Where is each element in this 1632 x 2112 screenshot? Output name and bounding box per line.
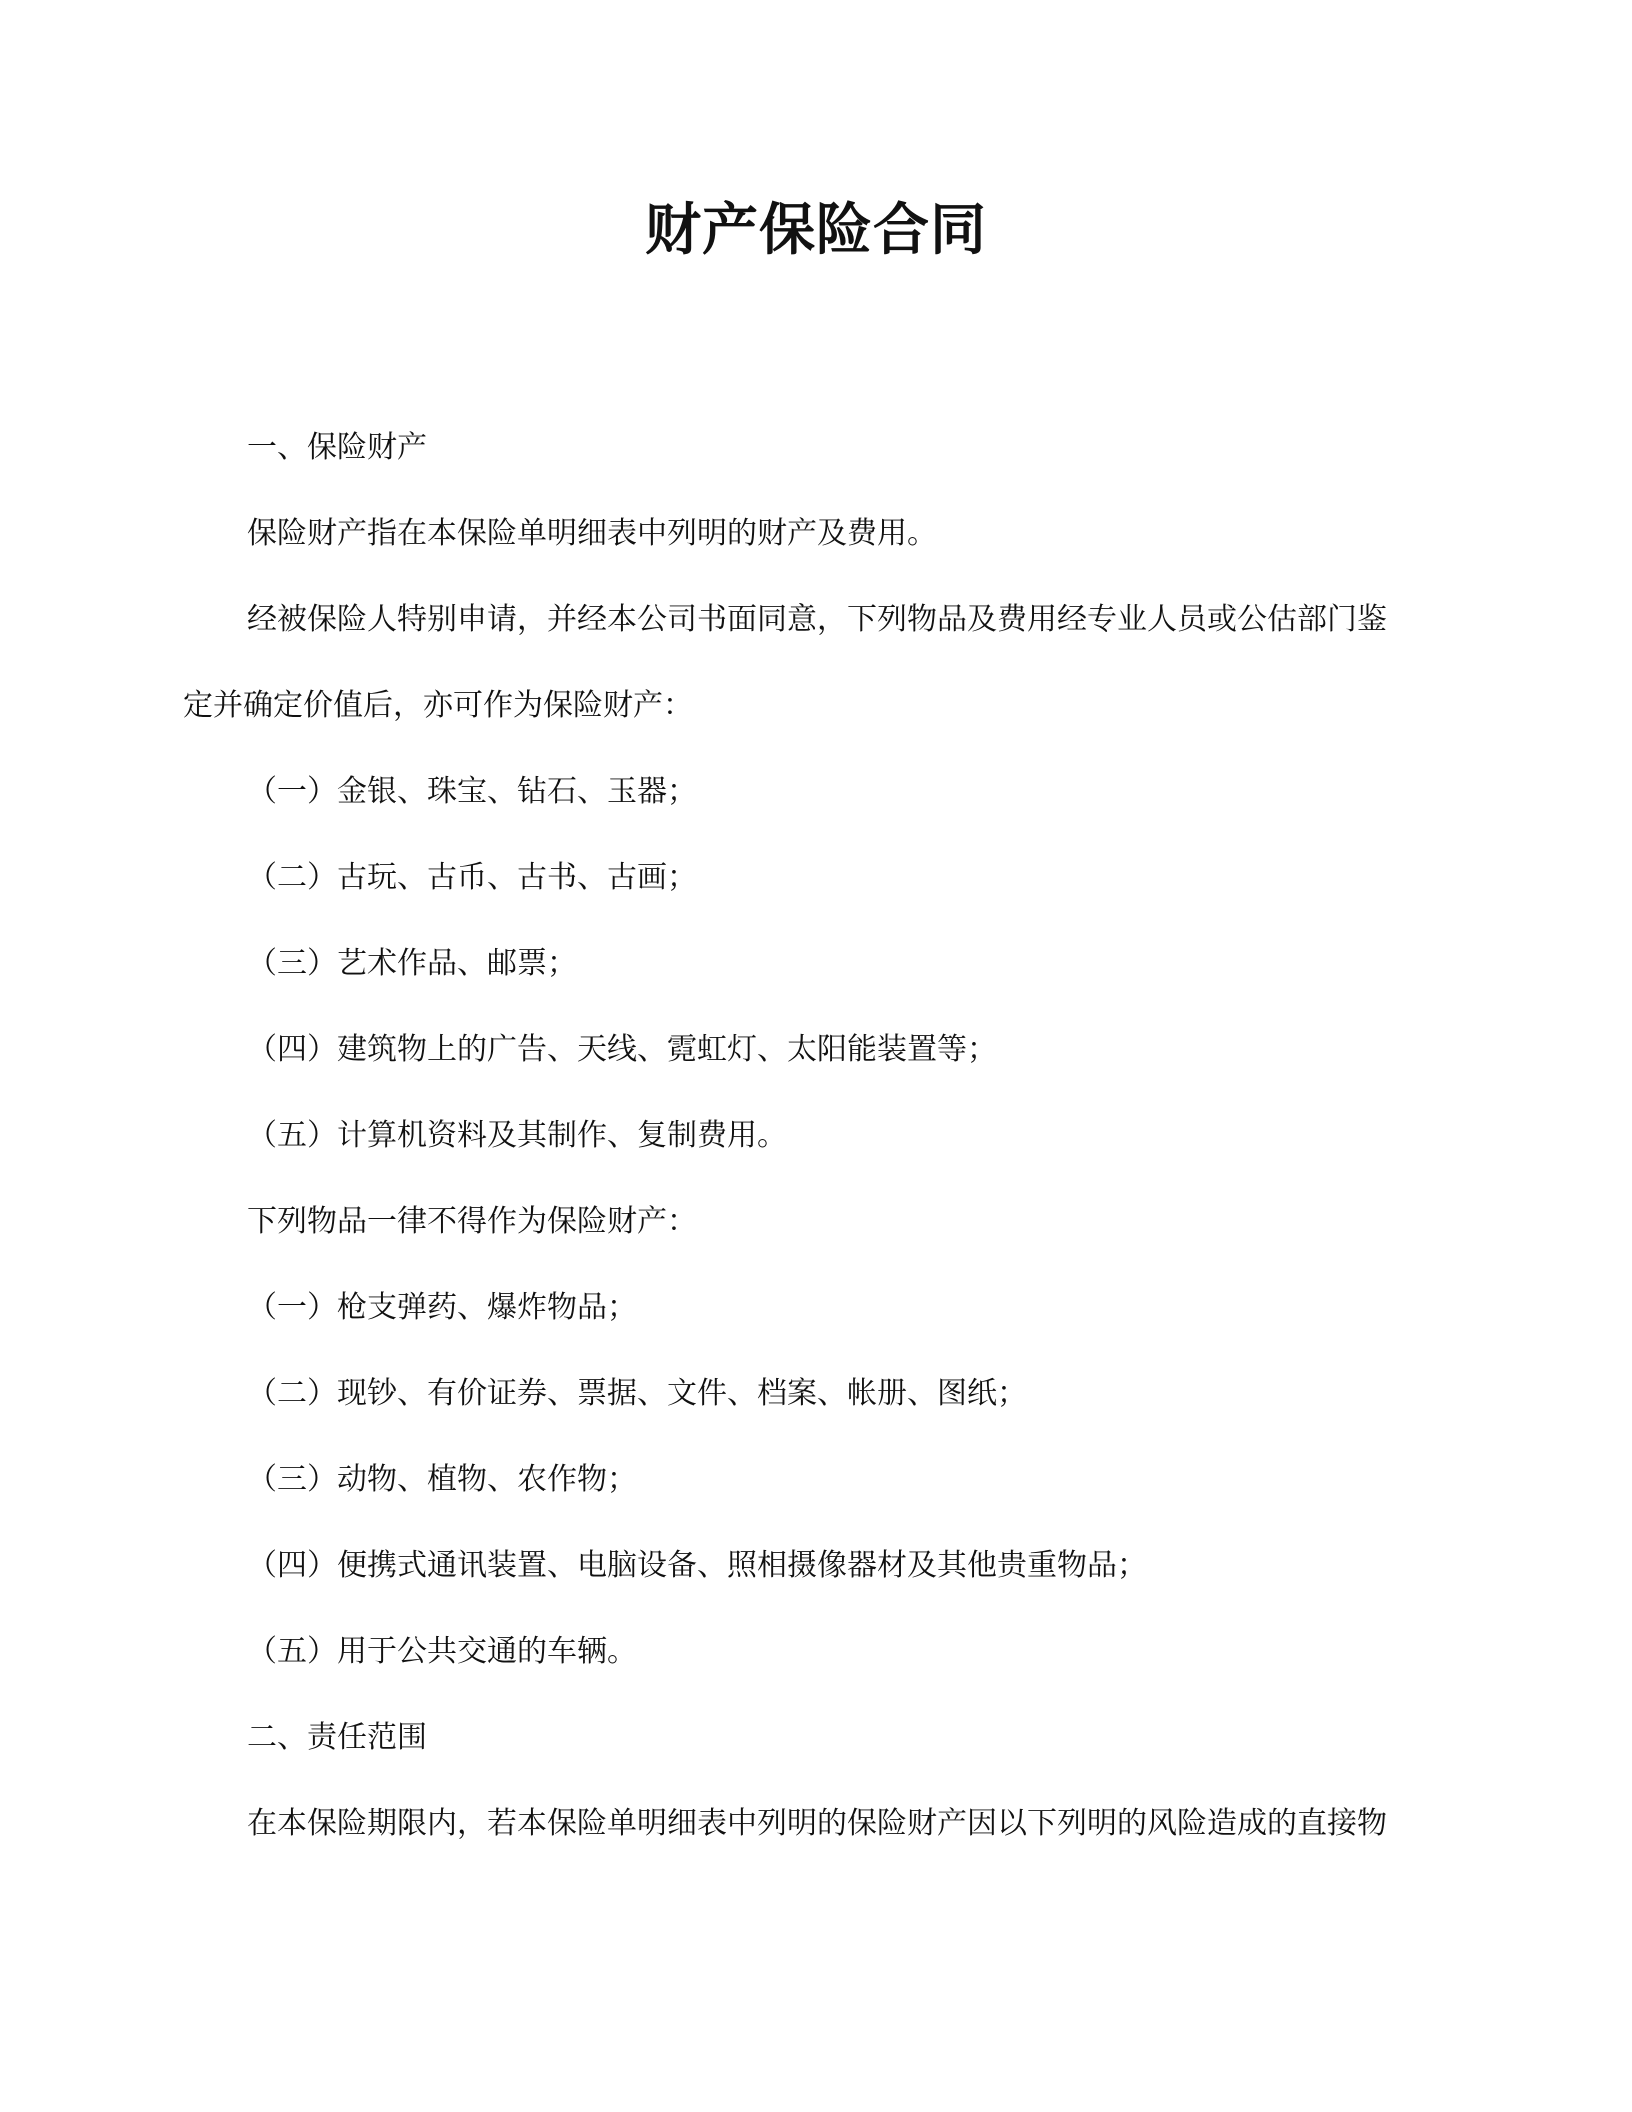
paragraph-line: 在本保险期限内，若本保险单明细表中列明的保险财产因以下列明的风险造成的直接物 bbox=[247, 1806, 1387, 1841]
paragraph-line: 经被保险人特别申请，并经本公司书面同意，下列物品及费用经专业人员或公估部门鉴 bbox=[247, 602, 1387, 637]
paragraph-line: 定并确定价值后，亦可作为保险财产： bbox=[183, 688, 693, 723]
list-item: （二）古玩、古币、古书、古画； bbox=[247, 860, 697, 895]
section-heading-scope-of-liability: 二、责任范围 bbox=[247, 1720, 427, 1755]
list-item: （四）便携式通讯装置、电脑设备、照相摄像器材及其他贵重物品； bbox=[247, 1548, 1147, 1583]
paragraph-line: 保险财产指在本保险单明细表中列明的财产及费用。 bbox=[247, 516, 937, 551]
section-heading-insured-property: 一、保险财产 bbox=[247, 430, 427, 465]
list-item: （五）计算机资料及其制作、复制费用。 bbox=[247, 1118, 787, 1153]
list-item: （一）枪支弹药、爆炸物品； bbox=[247, 1290, 637, 1325]
list-item: （三）艺术作品、邮票； bbox=[247, 946, 577, 981]
document-title: 财产保险合同 bbox=[645, 198, 987, 263]
list-item: （三）动物、植物、农作物； bbox=[247, 1462, 637, 1497]
list-item: （五）用于公共交通的车辆。 bbox=[247, 1634, 637, 1669]
list-item: （四）建筑物上的广告、天线、霓虹灯、太阳能装置等； bbox=[247, 1032, 997, 1067]
list-item: （二）现钞、有价证券、票据、文件、档案、帐册、图纸； bbox=[247, 1376, 1027, 1411]
paragraph-line: 下列物品一律不得作为保险财产： bbox=[247, 1204, 697, 1239]
list-item: （一）金银、珠宝、钻石、玉器； bbox=[247, 774, 697, 809]
